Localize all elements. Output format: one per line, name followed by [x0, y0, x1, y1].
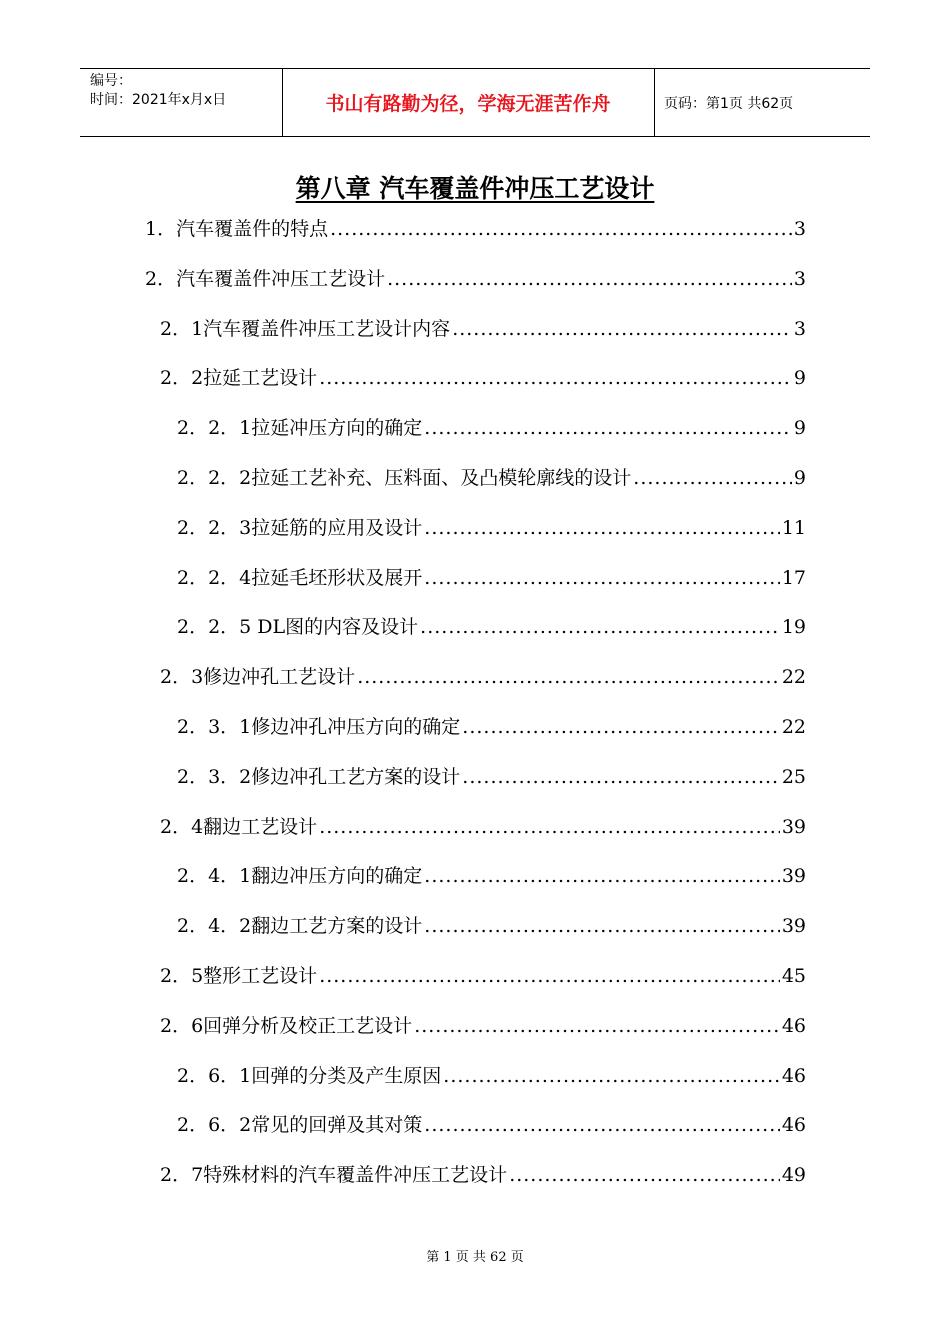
- toc-entry-page: 19: [781, 616, 806, 639]
- toc-entry[interactable]: [177, 712, 806, 742]
- toc-entry-page: 17: [781, 566, 806, 589]
- toc-entry-label: 2．4翻边工艺设计: [160, 815, 318, 838]
- toc-entry-page: 9: [793, 367, 806, 390]
- toc-entry-page: 3: [793, 317, 806, 340]
- toc-entry-page: 25: [781, 765, 806, 788]
- page-header: [80, 68, 870, 137]
- toc-leader-dots: [319, 965, 780, 987]
- toc-entry-label: 2．汽车覆盖件冲压工艺设计: [145, 267, 386, 290]
- toc-entry-page: 22: [781, 666, 806, 689]
- toc-leader-dots: [414, 1015, 780, 1037]
- toc-entry-page: 39: [781, 815, 806, 838]
- toc-leader-dots: [424, 417, 792, 439]
- toc-entry-label: 2．1汽车覆盖件冲压工艺设计内容: [160, 317, 451, 340]
- toc-leader-dots: [462, 766, 780, 788]
- toc-entry-page: 46: [781, 1014, 806, 1037]
- toc-entry[interactable]: [177, 612, 806, 642]
- toc-entry-label: 2．5整形工艺设计: [160, 965, 318, 987]
- toc-entry-page: 39: [781, 915, 806, 938]
- toc-leader-dots: [443, 1065, 780, 1087]
- header-page-info: 页码：第1页 共62页: [664, 95, 794, 112]
- toc-leader-dots: [387, 268, 792, 290]
- toc-leader-dots: [319, 367, 792, 389]
- toc-leader-dots: [424, 517, 780, 539]
- toc-leader-dots: [330, 218, 792, 240]
- toc-entry-label: 2．3．2修边冲孔工艺方案的设计: [177, 765, 461, 788]
- toc-entry[interactable]: [177, 861, 806, 891]
- number-label: 编号：: [90, 73, 132, 89]
- toc-entry[interactable]: [177, 1061, 806, 1091]
- toc-entry-page: 39: [781, 865, 806, 888]
- header-meta: [90, 72, 280, 110]
- chapter-title: [0, 169, 950, 205]
- toc-entry[interactable]: [160, 662, 806, 692]
- toc-entry[interactable]: [145, 214, 806, 244]
- toc-leader-dots: [424, 865, 780, 887]
- toc-leader-dots: [462, 716, 780, 738]
- toc-leader-dots: [424, 567, 780, 589]
- toc-entry[interactable]: [177, 911, 806, 941]
- toc-entry-label: 2．7特殊材料的汽车覆盖件冲压工艺设计: [160, 1164, 508, 1187]
- toc-leader-dots: [509, 1164, 780, 1186]
- toc-entry[interactable]: [177, 413, 806, 443]
- toc-leader-dots: [424, 1114, 780, 1136]
- toc-entry-label: 2．2拉延工艺设计: [160, 367, 318, 390]
- toc-entry[interactable]: [177, 1110, 806, 1140]
- toc-entry-label: 2．2．4拉延毛坯形状及展开: [177, 566, 423, 589]
- toc-entry-label: 2．6回弹分析及校正工艺设计: [160, 1014, 413, 1037]
- toc-entry-label: 2．6．2常见的回弹及其对策: [177, 1114, 423, 1137]
- toc-leader-dots: [424, 915, 780, 937]
- toc-entry[interactable]: [177, 762, 806, 792]
- toc-entry-page: 49: [781, 1164, 806, 1187]
- toc-entry-label: 2．2．3拉延筋的应用及设计: [177, 516, 423, 539]
- toc-entry-page: 45: [781, 965, 806, 987]
- toc-entry[interactable]: [160, 1160, 806, 1190]
- toc-entry-label: 2．2．1拉延冲压方向的确定: [177, 417, 423, 440]
- toc-entry-label: 2．4．1翻边冲压方向的确定: [177, 865, 423, 888]
- toc-entry-label: 2．4．2翻边工艺方案的设计: [177, 915, 423, 938]
- header-motto: 书山有路勤为径，学海无涯苦作舟: [325, 93, 611, 115]
- toc-entry[interactable]: [177, 563, 806, 593]
- toc-entry-label: 2．3．1修边冲孔冲压方向的确定: [177, 716, 461, 738]
- toc-entry-label: 2．3修边冲孔工艺设计: [160, 666, 356, 689]
- toc-entry-page: 9: [793, 467, 806, 489]
- toc-leader-dots: [319, 816, 780, 838]
- toc-entry-label: 2．2．2拉延工艺补充、压料面、及凸模轮廓线的设计: [177, 467, 632, 489]
- toc-entry-page: 46: [781, 1114, 806, 1137]
- toc-entry-label: 2．2．5 DL图的内容及设计: [177, 616, 419, 639]
- toc-entry-page: 11: [781, 516, 806, 539]
- toc-entry[interactable]: [177, 463, 806, 493]
- toc-leader-dots: [452, 318, 792, 340]
- toc-entry-page: 46: [781, 1064, 806, 1087]
- header-divider: [654, 69, 655, 136]
- toc-entry[interactable]: [145, 264, 806, 294]
- toc-entry-label: 1．汽车覆盖件的特点: [145, 218, 329, 240]
- toc-entry-page: 3: [793, 267, 806, 290]
- toc-entry[interactable]: [160, 363, 806, 393]
- toc-entry-page: 3: [793, 218, 806, 240]
- toc-entry-page: 9: [793, 417, 806, 440]
- toc-entry[interactable]: [177, 513, 806, 543]
- toc-entry[interactable]: [160, 812, 806, 842]
- toc-leader-dots: [420, 616, 780, 638]
- toc-entry[interactable]: [160, 961, 806, 991]
- time-label: 时间：2021年x月x日: [90, 92, 227, 108]
- toc-entry[interactable]: [160, 1011, 806, 1041]
- toc-entry[interactable]: [160, 314, 806, 344]
- chapter-title-text: 第八章 汽车覆盖件冲压工艺设计: [295, 174, 655, 203]
- toc-entry-label: 2．6．1回弹的分类及产生原因: [177, 1064, 442, 1087]
- toc-leader-dots: [357, 666, 780, 688]
- toc-entry-page: 22: [781, 716, 806, 738]
- page-footer: 第 1 页 共 62 页: [426, 1250, 524, 1265]
- toc-leader-dots: [633, 467, 792, 489]
